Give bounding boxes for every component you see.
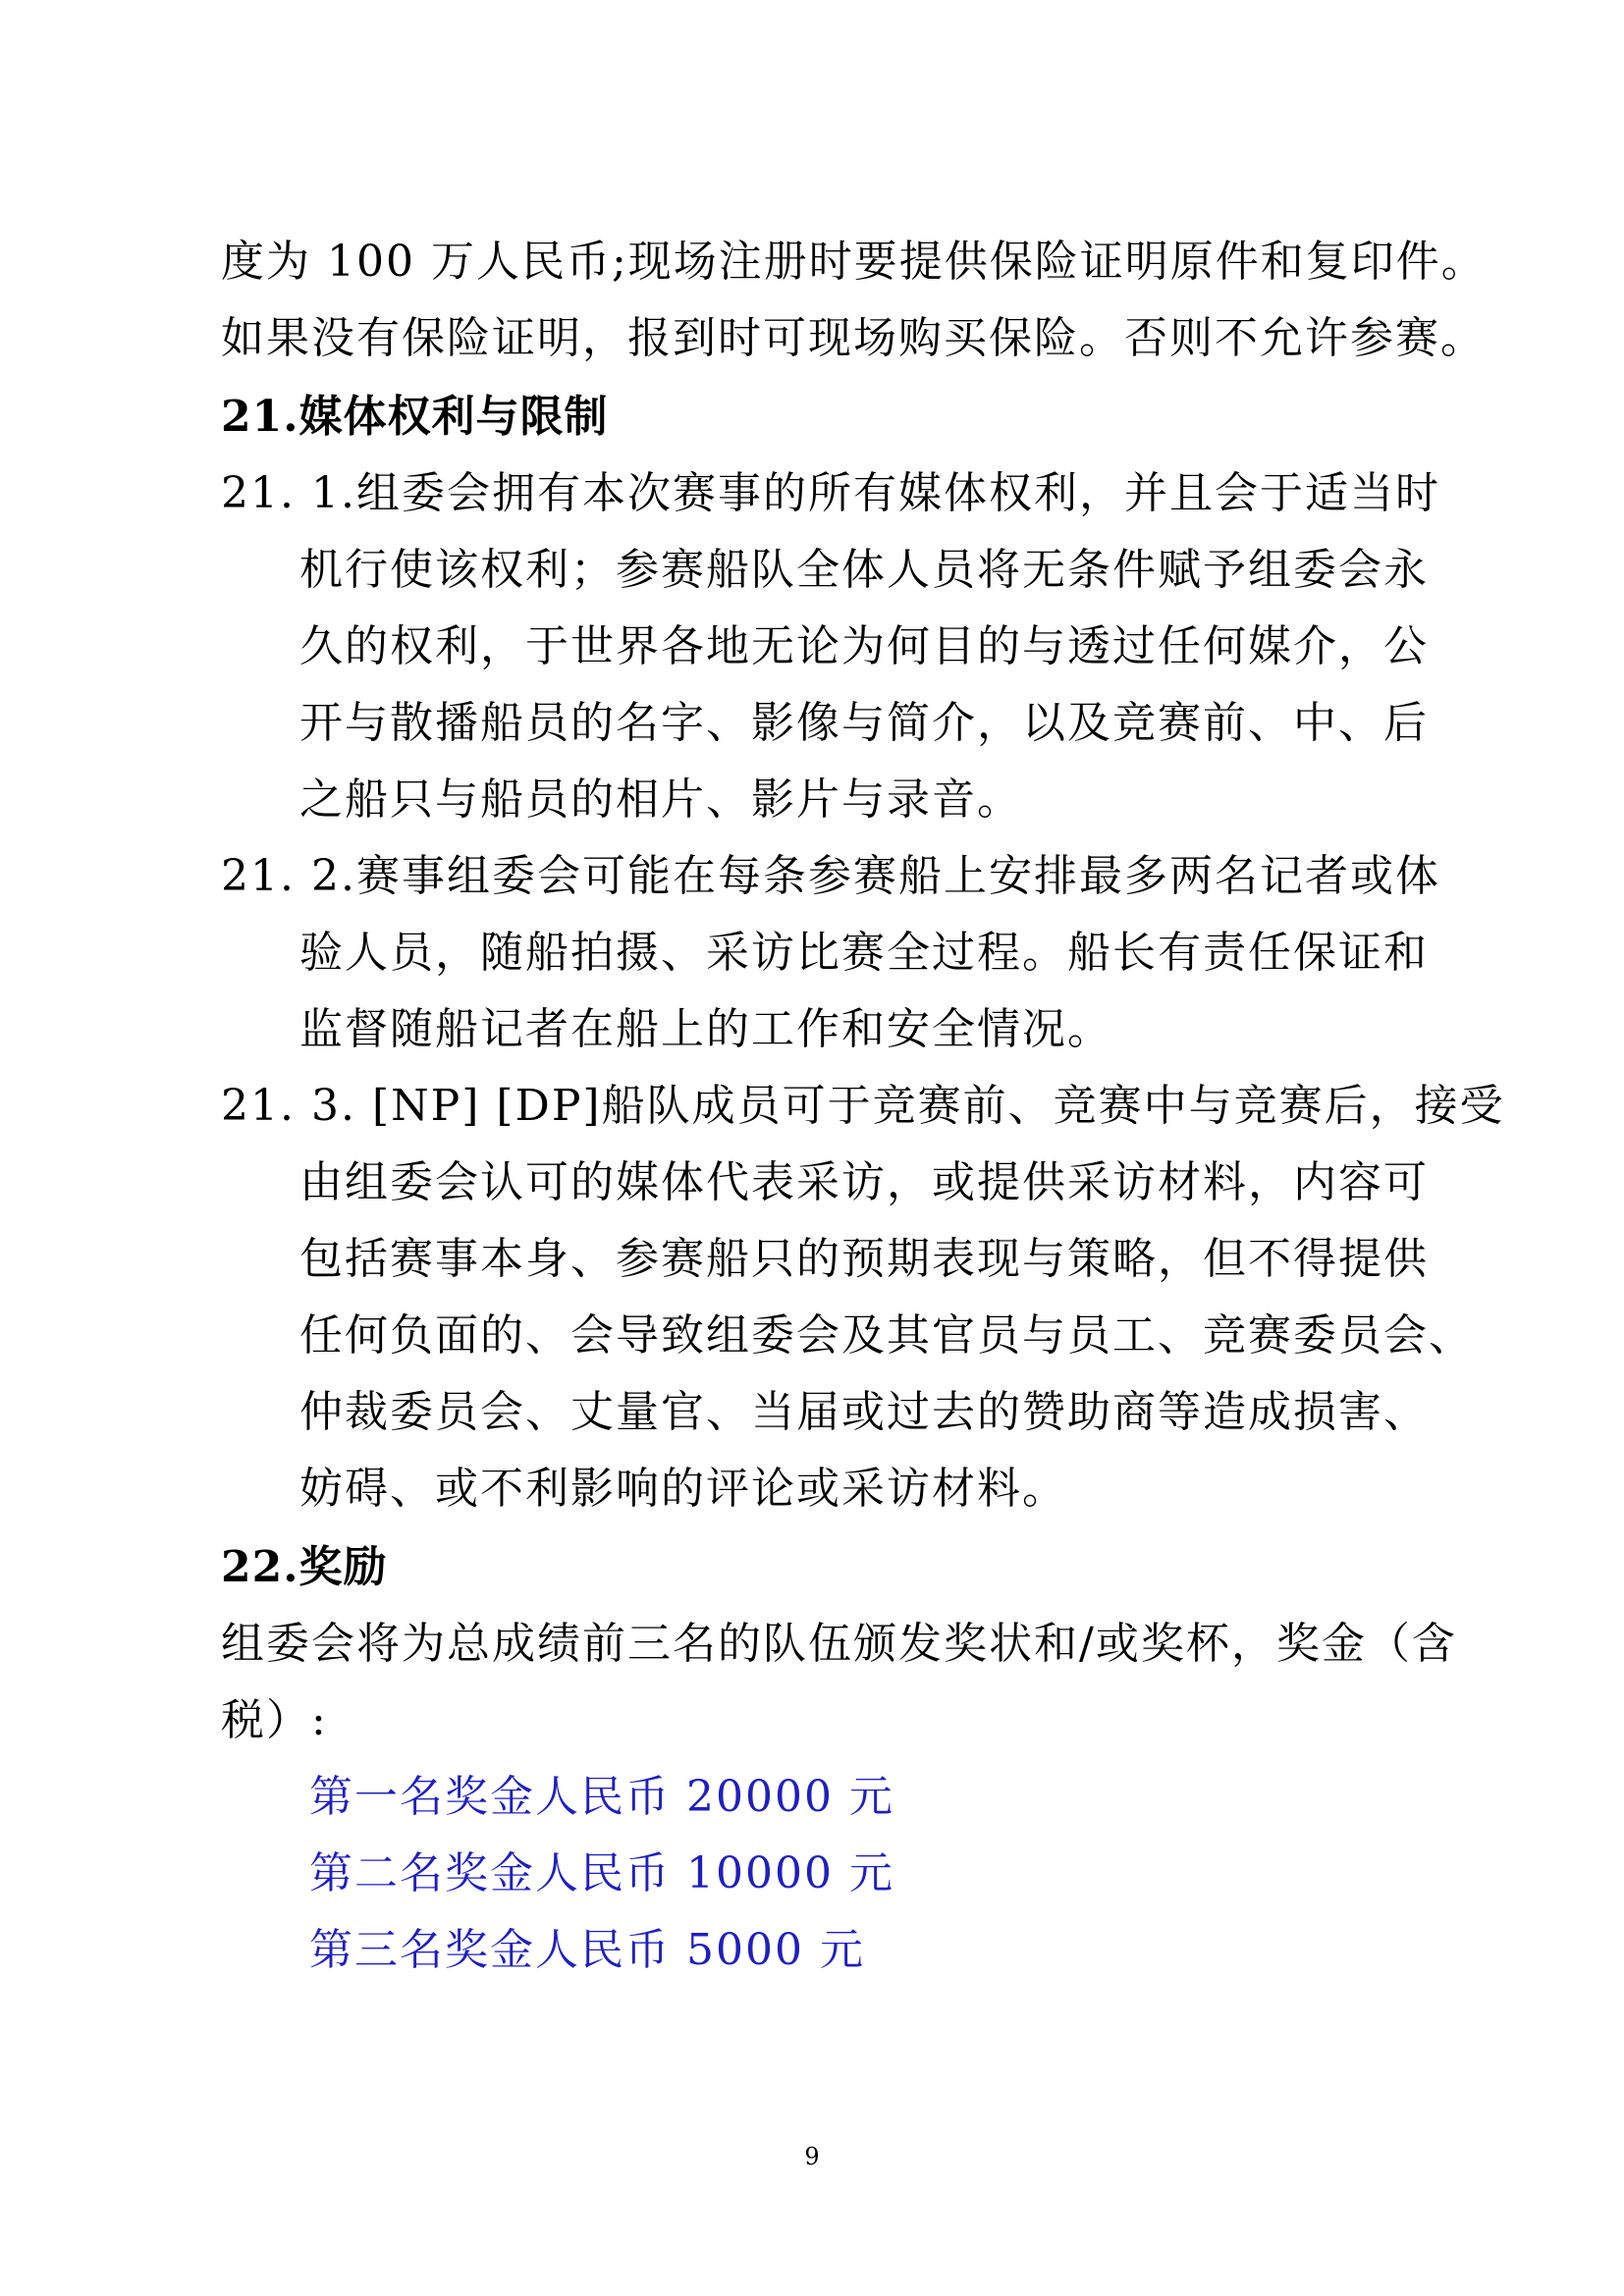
body-text-line: 妨碍、或不利影响的评论或采访材料。 [299, 1464, 1067, 1514]
prize-third: 第三名奖金人民币 5000 元 [309, 1925, 865, 1975]
body-text-line: 之船只与船员的相片、影片与录音。 [299, 774, 1022, 825]
clause-21-2 [221, 848, 1440, 905]
body-text-line: 验人员，随船拍摄、采访比赛全过程。船长有责任保证和 [299, 928, 1429, 978]
body-text-line: 包括赛事本身、参赛船只的预期表现与策略，但不得提供 [299, 1234, 1429, 1284]
prize-first: 第一名奖金人民币 20000 元 [309, 1772, 894, 1822]
clause-number: 21. 2. [221, 851, 356, 901]
section-heading-21: 21.媒体权利与限制 [221, 392, 609, 442]
clause-21-1 [221, 465, 1440, 522]
body-text-line: 开与散播船员的名字、影像与简介，以及竞赛前、中、后 [299, 698, 1429, 748]
clause-number: 21. 1. [221, 468, 356, 518]
body-text-line: 如果没有保险证明，报到时可现场购买保险。否则不允许参赛。 [221, 313, 1486, 363]
clause-text: 赛事组委会可能在每条参赛船上安排最多两名记者或体 [355, 851, 1440, 901]
clause-21-3 [221, 1078, 1505, 1135]
clause-text: 组委会拥有本次赛事的所有媒体权利，并且会于适当时 [355, 468, 1440, 518]
page-number: 9 [804, 2143, 820, 2170]
body-text-line: 机行使该权利；参赛船队全体人员将无条件赋予组委会永 [299, 545, 1429, 595]
clause-text: 船队成员可于竞赛前、竞赛中与竞赛后，接受 [601, 1081, 1505, 1131]
prize-second: 第二名奖金人民币 10000 元 [309, 1848, 894, 1898]
body-text-line: 度为 100 万人民币;现场注册时要提供保险证明原件和复印件。 [221, 237, 1487, 287]
body-text-line: 任何负面的、会导致组委会及其官员与员工、竞赛委员会、 [299, 1310, 1474, 1361]
body-text-line: 组委会将为总成绩前三名的队伍颁发奖状和/或奖杯，奖金（含 [221, 1619, 1457, 1669]
clause-number: 21. 3. [221, 1081, 356, 1131]
section-heading-22: 22.奖励 [221, 1542, 388, 1592]
body-text-line: 监督随船记者在船上的工作和安全情况。 [299, 1004, 1112, 1054]
clause-tags: [NP] [DP] [371, 1081, 602, 1131]
body-text-line: 仲裁委员会、丈量官、当届或过去的赞助商等造成损害、 [299, 1387, 1429, 1437]
body-text-line: 税）: [221, 1695, 328, 1745]
body-text-line: 久的权利，于世界各地无论为何目的与透过任何媒介，公 [299, 621, 1429, 671]
body-text-line: 由组委会认可的媒体代表采访，或提供采访材料，内容可 [299, 1157, 1429, 1207]
